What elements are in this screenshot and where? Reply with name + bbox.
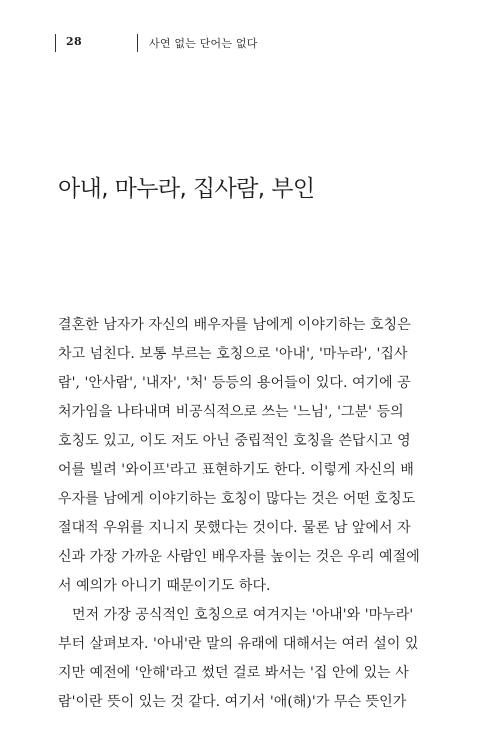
body-line-paragraph-start: 먼저 가장 공식적인 호칭으로 여겨지는 '아내'와 '마누라' xyxy=(72,607,414,623)
body-line: 서 예의가 아니기 때문이기도 하다. xyxy=(58,578,271,594)
body-line: 어를 빌려 '와이프'라고 표현하기도 한다. 이렇게 자신의 배 xyxy=(58,462,414,478)
body-line: 우자를 남에게 이야기하는 호칭이 많다는 것은 어떤 호칭도 xyxy=(58,491,416,507)
body-line: 절대적 우위를 지니지 못했다는 것이다. 물론 남 앞에서 자 xyxy=(58,520,411,536)
running-header xyxy=(0,32,500,56)
body-line: 처가임을 나타내며 비공식적으로 쓰는 '느님', '그분' 등의 xyxy=(58,404,404,420)
body-line: 결혼한 남자가 자신의 배우자를 남에게 이야기하는 호칭은 xyxy=(58,317,411,333)
header-divider-rule xyxy=(137,34,138,52)
body-line: 호칭도 있고, 이도 저도 아닌 중립적인 호칭을 쓴답시고 영 xyxy=(58,433,411,449)
body-line: 지만 예전에 '안해'라고 썼던 걸로 봐서는 '집 안에 있는 사 xyxy=(58,665,409,681)
page-number: 28 xyxy=(66,35,82,48)
chapter-title: 아내, 마누라, 집사람, 부인 xyxy=(58,176,315,202)
body-line: 부터 살펴보자. '아내'란 말의 유래에 대해서는 여러 설이 있 xyxy=(58,636,419,652)
book-title-running-head: 사연 없는 단어는 없다 xyxy=(149,37,258,50)
body-line: 람'이란 뜻이 있는 것 같다. 여기서 '애(해)'가 무슨 뜻인가 xyxy=(58,694,407,710)
body-line: 람', '안사람', '내자', '처' 등등의 용어들이 있다. 여기에 공 xyxy=(58,375,411,391)
header-left-rule xyxy=(55,34,56,52)
body-text xyxy=(58,311,450,717)
body-line: 차고 넘친다. 보통 부르는 호칭으로 '아내', '마누라', '집사 xyxy=(58,346,408,362)
body-line: 신과 가장 가까운 사람인 배우자를 높이는 것은 우리 예절에 xyxy=(58,549,420,565)
